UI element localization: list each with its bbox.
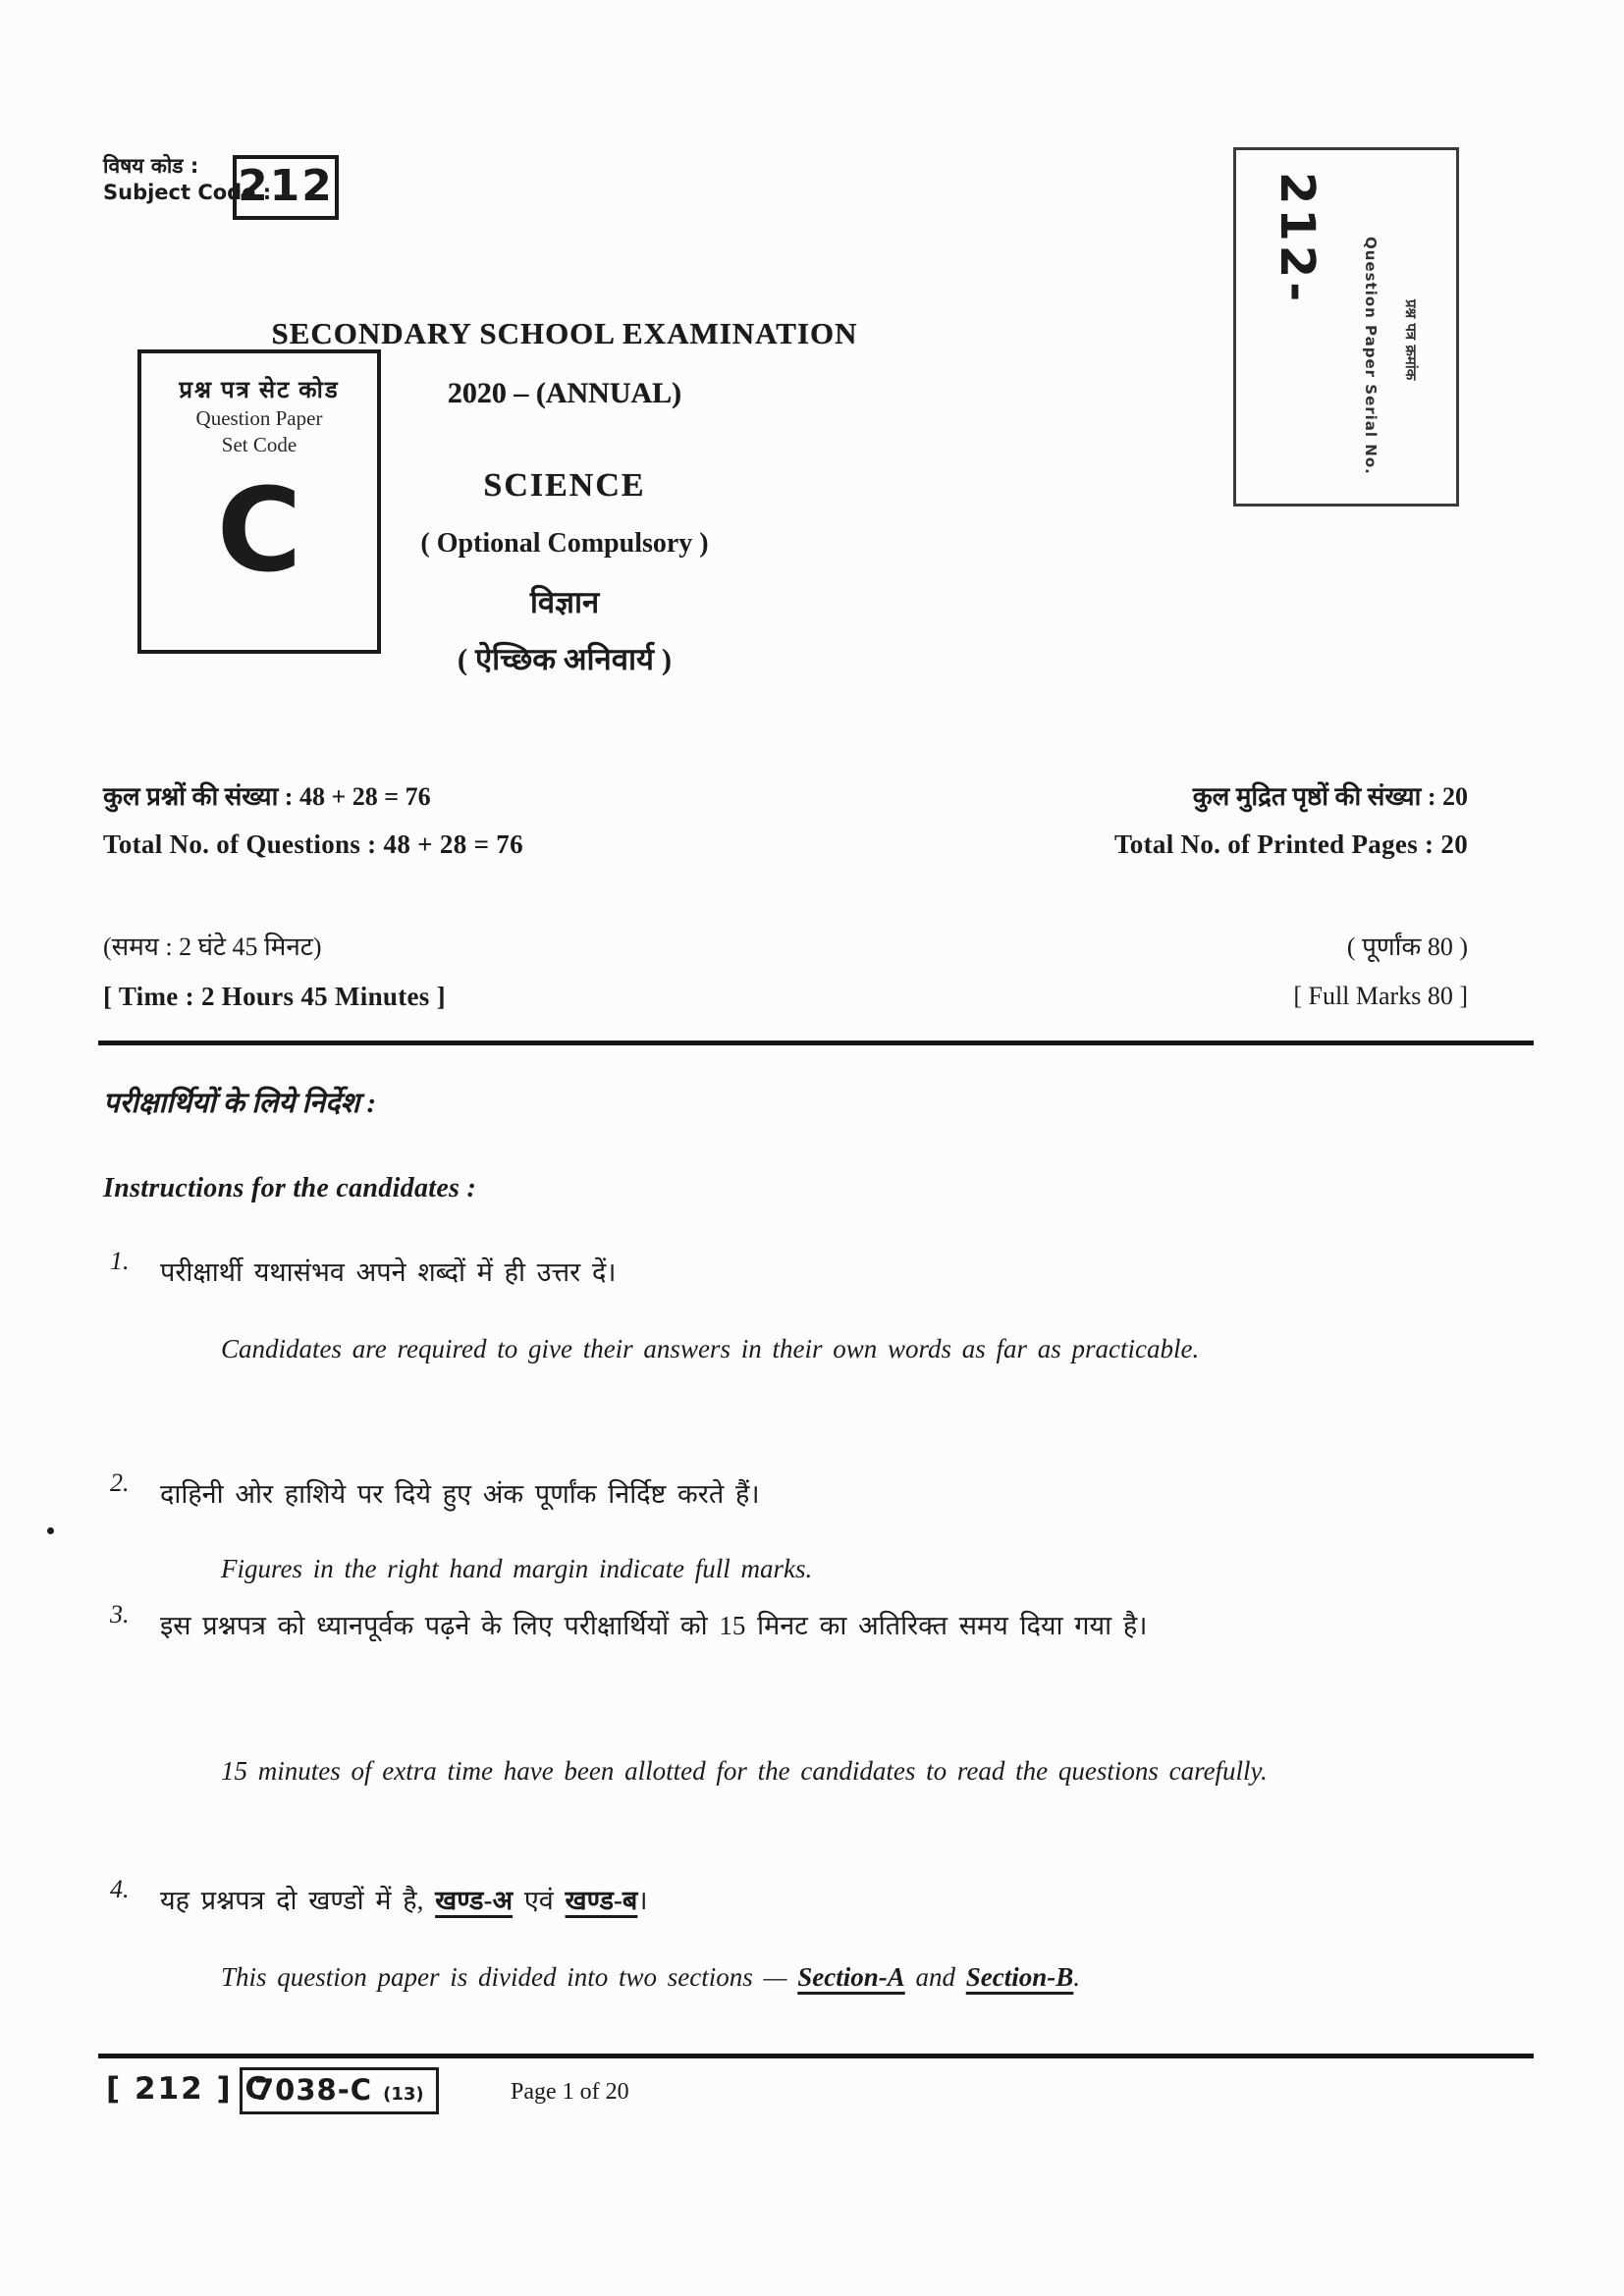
time-hi: (समय : 2 घंटे 45 मिनट) xyxy=(103,933,322,961)
subject-code-value-box: 212 xyxy=(233,155,339,220)
set-code-value: C xyxy=(216,462,302,598)
ink-speck xyxy=(47,1527,54,1534)
subject-note: ( Optional Compulsory ) xyxy=(420,528,709,559)
instruction-4-hi-suffix: । xyxy=(637,1886,648,1915)
subject-code-label-en: Subject Code : xyxy=(103,181,272,204)
instructions-heading-en: Instructions for the candidates : xyxy=(103,1173,477,1203)
full-marks-hi: ( पूर्णांक 80 ) xyxy=(1346,933,1468,961)
instruction-2-number: 2. xyxy=(110,1468,130,1497)
instruction-1-en: Candidates are required to give their answers in their own words as far as practicable. xyxy=(221,1334,1200,1363)
header-divider-rule xyxy=(98,1041,1534,1045)
instruction-4-en-mid: and xyxy=(904,1962,966,1992)
time-en: [ Time : 2 Hours 45 Minutes ] xyxy=(103,982,446,1011)
total-questions-en: Total No. of Questions : 48 + 28 = 76 xyxy=(103,829,523,859)
instruction-4-en xyxy=(221,1940,1537,2014)
footer-divider-rule xyxy=(98,2054,1534,2058)
instruction-4-hi xyxy=(160,1863,1476,1938)
instruction-4-hi-mid: एवं xyxy=(513,1886,566,1915)
subject-note-hi: ( ऐच्छिक अनिवार्य ) xyxy=(457,642,673,676)
instruction-4-hi-section-b: खण्ड-ब xyxy=(565,1886,638,1915)
instruction-4-hi-section-a: खण्ड-अ xyxy=(435,1886,514,1915)
instruction-4-hi-prefix: यह प्रश्नपत्र दो खण्डों में है, xyxy=(160,1886,436,1915)
total-pages-en: Total No. of Printed Pages : 20 xyxy=(1113,829,1468,859)
instruction-3-en: 15 minutes of extra time have been allotted for the candidates to read the questions carefully. xyxy=(221,1756,1268,1786)
exam-title-line2: 2020 – (ANNUAL) xyxy=(447,377,682,409)
instruction-3-hi: इस प्रश्नपत्र को ध्यानपूर्वक पढ़ने के लिए परीक्षार्थियों को 15 मिनट का अतिरिक्त समय दिया गया है। xyxy=(160,1611,1148,1640)
footer-serial-box xyxy=(240,2067,439,2114)
exam-title-line1: SECONDARY SCHOOL EXAMINATION xyxy=(271,316,858,350)
footer-page-number: Page 1 of 20 xyxy=(511,2079,629,2105)
instruction-2-hi: दाहिनी ओर हाशिये पर दिये हुए अंक पूर्णांक निर्दिष्ट करते हैं। xyxy=(160,1479,760,1509)
instruction-3-number: 3. xyxy=(110,1600,130,1629)
serial-label-hi: प्रश्न पत्र क्रमांक xyxy=(1402,299,1420,381)
instruction-4-en-prefix: This question paper is divided into two sections — xyxy=(221,1962,798,1992)
footer-serial-sub: (13) xyxy=(383,2084,424,2105)
subject-name: SCIENCE xyxy=(483,467,646,504)
serial-code: 212- xyxy=(1270,172,1325,306)
serial-label-en: Question Paper Serial No. xyxy=(1362,237,1380,475)
footer-paper-code: [ 212 ] C xyxy=(106,2071,270,2107)
instruction-4-en-suffix: . xyxy=(1073,1962,1081,1992)
instructions-heading-hi: परीक्षार्थियों के लिये निर्देश : xyxy=(103,1088,377,1119)
set-code-label-en-line1: Question Paper xyxy=(195,406,323,430)
total-questions-hi: कुल प्रश्नों की संख्या : 48 + 28 = 76 xyxy=(103,782,431,811)
subject-code-label-hi: विषय कोड : xyxy=(103,154,199,178)
set-code-label-en-line2: Set Code xyxy=(221,433,298,456)
footer-serial-code: 7038-C xyxy=(254,2073,373,2107)
instruction-4-number: 4. xyxy=(110,1875,130,1903)
subject-name-hi: विज्ञान xyxy=(529,585,600,619)
title-block xyxy=(250,316,879,679)
total-pages-hi: कुल मुद्रित पृष्ठों की संख्या : 20 xyxy=(1192,782,1468,811)
instruction-2-en: Figures in the right hand margin indicate full marks. xyxy=(221,1554,813,1583)
full-marks-en: [ Full Marks 80 ] xyxy=(1293,982,1468,1010)
instruction-1-hi: परीक्षार्थी यथासंभव अपने शब्दों में ही उत्तर दें। xyxy=(160,1257,617,1287)
instruction-4-en-section-b: Section-B xyxy=(965,1962,1074,1992)
instruction-1-number: 1. xyxy=(110,1247,130,1275)
instruction-4-en-section-a: Section-A xyxy=(797,1962,905,1992)
set-code-label-hi: प्रश्न पत्र सेट कोड xyxy=(179,378,340,403)
serial-number-box xyxy=(1233,147,1459,507)
